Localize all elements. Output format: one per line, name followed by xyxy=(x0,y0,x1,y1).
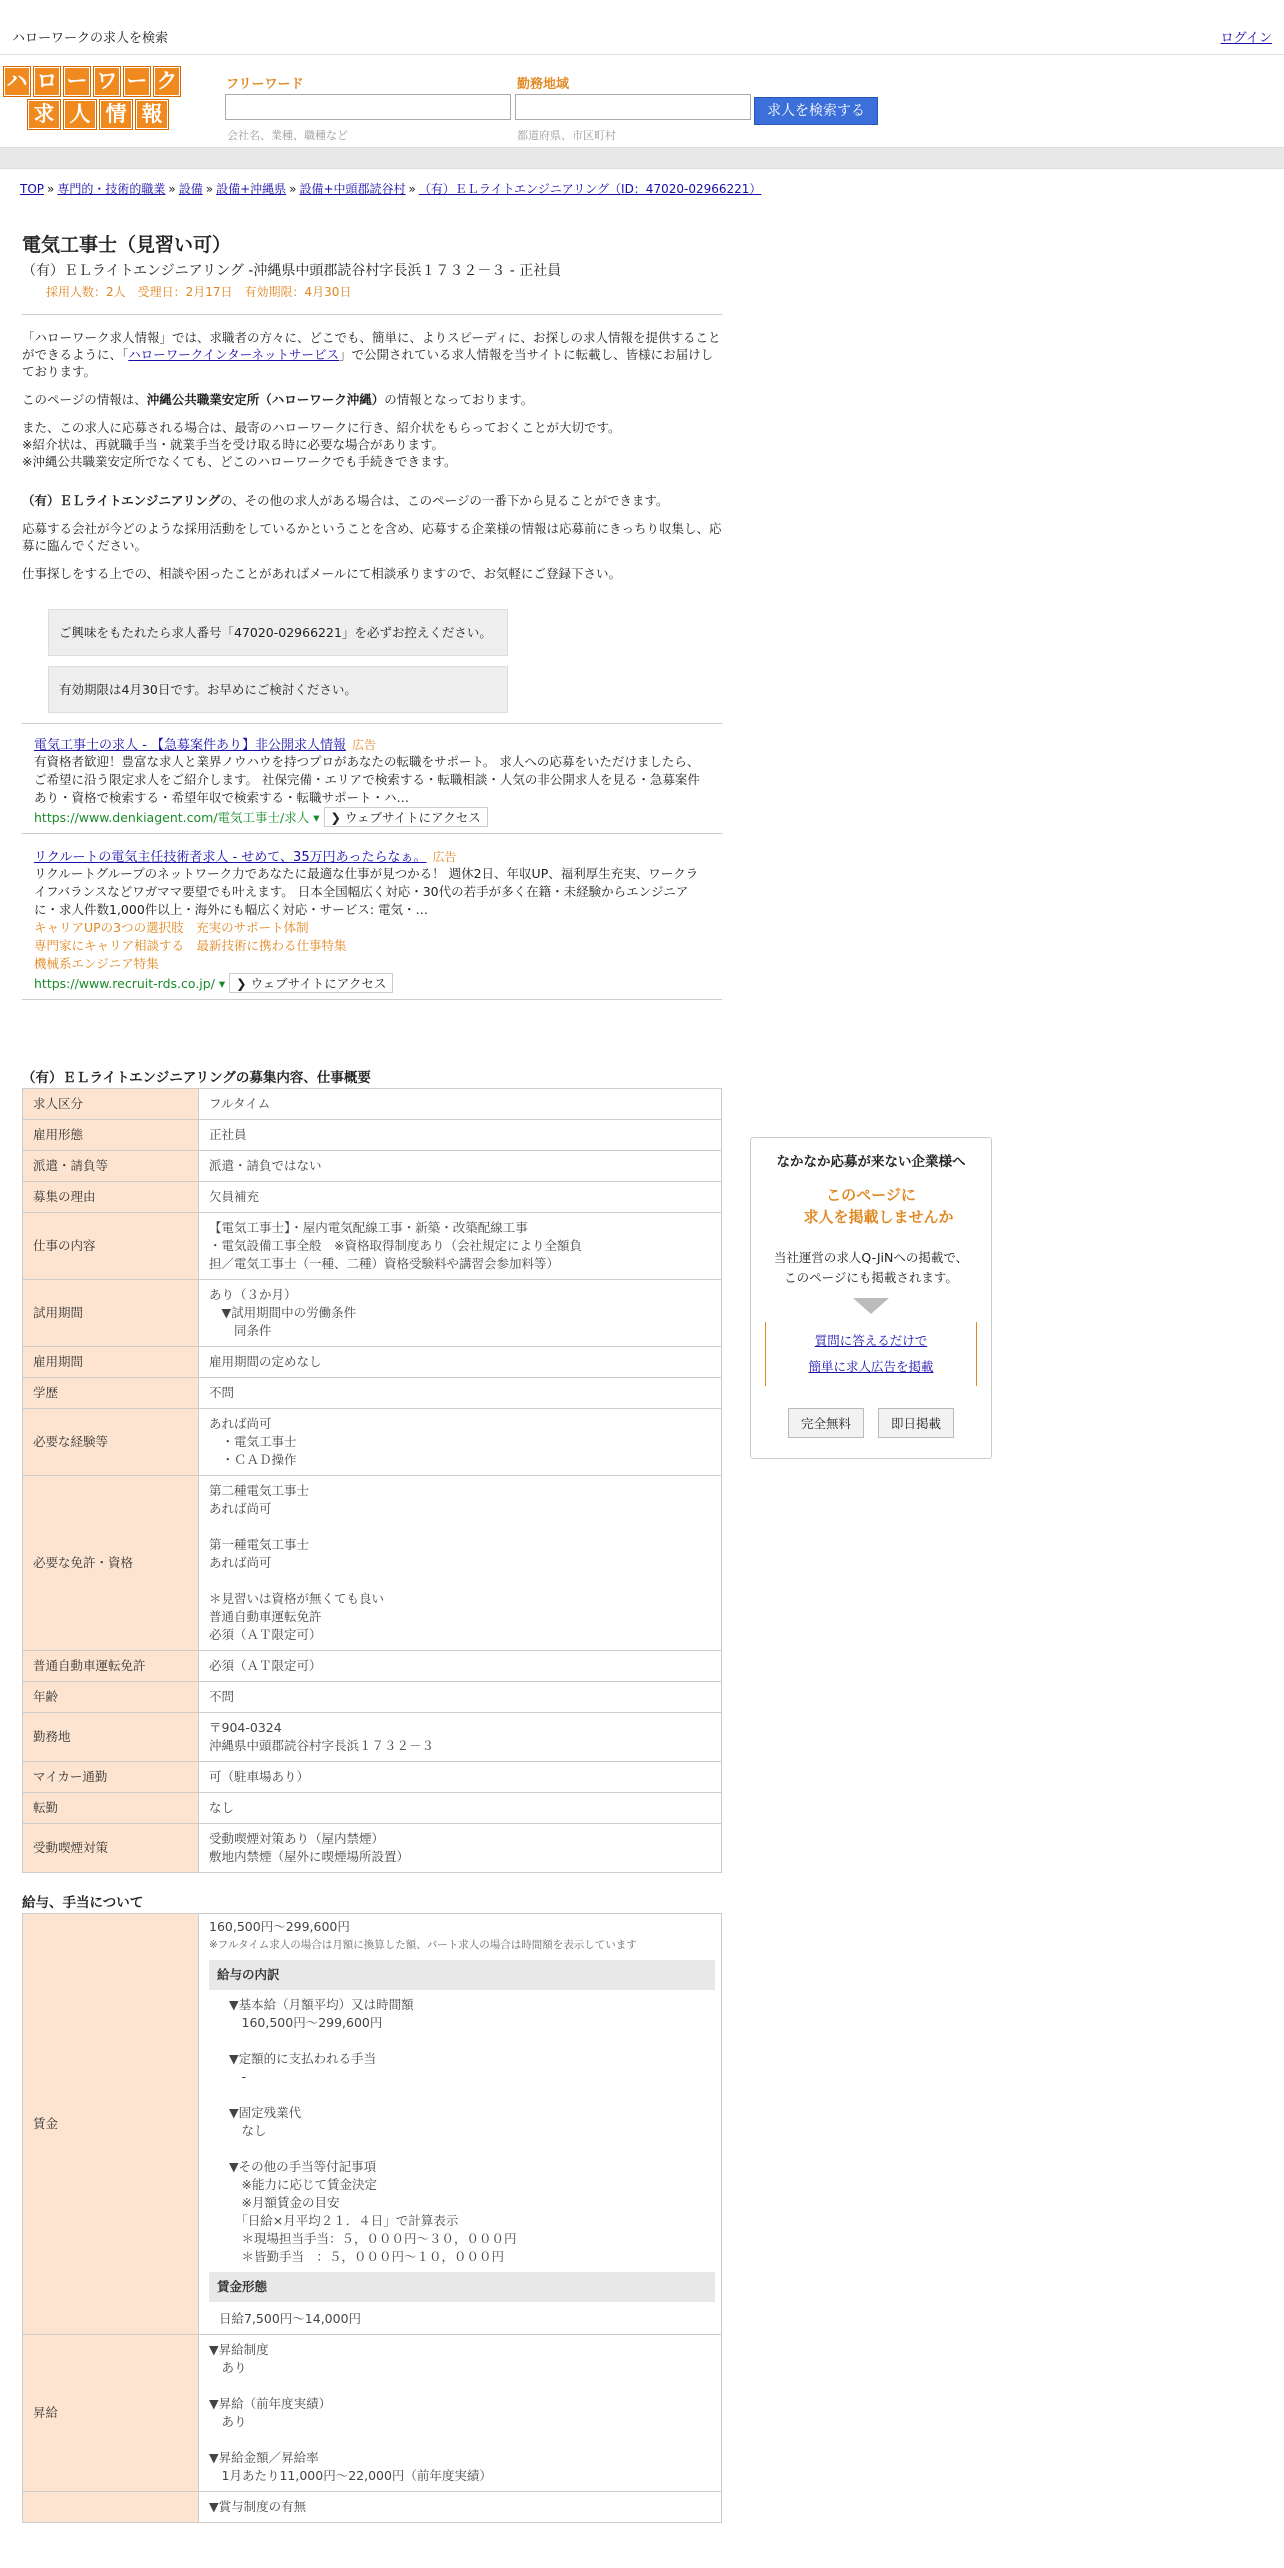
row-value-line: 【電気工事士】・屋内電気配線工事・新築・改築配線工事 xyxy=(209,1220,528,1235)
breakdown-line: 160,500円〜299,600円 xyxy=(229,2015,383,2030)
row-value-line: 担／電気工事士（一種、二種）資格受験料や講習会参加料等） xyxy=(209,1256,560,1271)
table-row xyxy=(23,1409,722,1476)
wage-form-value: 日給7,500円〜14,000円 xyxy=(219,2311,362,2326)
row-value-line xyxy=(209,1518,711,1536)
job-meta: 採用人数：2人 受理日：2月17日 有効期限：4月30日 xyxy=(46,285,352,299)
job-subtitle: （有）ＥＬライトエンジニアリング -沖縄県中頭郡読谷村字長浜１７３２－３ - 正社員 xyxy=(22,263,562,279)
question-link[interactable]: 質問に答えるだけで xyxy=(814,1333,928,1348)
logo-char: ク xyxy=(154,67,180,96)
breadcrumb-separator: » xyxy=(408,182,416,196)
visit-site-button[interactable]: ❯ ウェブサイトにアクセス xyxy=(324,807,488,827)
job-title: 電気工事士（見習い可） xyxy=(22,234,232,256)
row-value-line: 敷地内禁煙（屋外に喫煙場所設置） xyxy=(209,1849,410,1864)
wage-key: 賃金 xyxy=(23,1914,199,2335)
breakdown-line xyxy=(229,2086,715,2104)
header xyxy=(0,55,1284,147)
logo-char: ー xyxy=(124,67,150,96)
consult-paragraph: 仕事探しをする上での、相談や困ったことがあればメールにて相談承りますので、お気軽にご登録下さい。 xyxy=(22,566,622,581)
arrow-down-icon xyxy=(853,1298,889,1314)
row-value xyxy=(199,1120,722,1151)
ad-sitelink[interactable]: 機械系エンジニア特集 xyxy=(34,956,159,971)
divider xyxy=(22,723,722,724)
row-value xyxy=(199,1089,722,1120)
breakdown-line: ▼固定残業代 xyxy=(229,2105,302,2120)
row-value-line: ▼試用期間中の労働条件 xyxy=(209,1305,357,1320)
table-row xyxy=(23,1280,722,1347)
table-row xyxy=(23,1089,722,1120)
sponsored-ad xyxy=(22,840,722,1000)
hellowork-logo[interactable] xyxy=(4,67,180,133)
apply-paragraph: また、この求人に応募される場合は、最寄のハローワークに行き、紹介状をもらっておくことが大切です。 ※紹介状は、再就職手当・就業手当を受け取る時に必要な場合があります。 ※沖縄公共職業安定所でなくても、どこのハローワークでも手続きできます。 xyxy=(22,420,621,469)
job-number-note: ご興味をもたれたら求人番号「47020-02966221」を必ずお控えください。 xyxy=(48,609,508,656)
ad-body: 有資格者歓迎！豊富な求人と業界ノウハウを持つプロがあなたの転職をサポート。 求人への応募をいただけましたら、ご希望に沿う限定求人をご紹介します。 社保完備・エリアで検索する・転職相談・人気の非公開求人を見る・急募案件あり・資格で検索する・希望年収で検索する・転職サポート・ハ… xyxy=(34,754,700,805)
table-row xyxy=(23,1824,722,1873)
row-key: 勤務地 xyxy=(23,1713,199,1762)
ad-label: 広告 xyxy=(432,850,457,864)
table-row xyxy=(23,2335,722,2492)
salary-table xyxy=(22,1913,722,2523)
table-row xyxy=(23,1151,722,1182)
freeword-hint: 会社名、業種、職種など xyxy=(227,129,348,142)
breakdown-line: ▼その他の手当等付記事項 xyxy=(229,2159,377,2174)
row-value xyxy=(199,1409,722,1476)
breakdown-line: なし xyxy=(229,2123,267,2138)
wage-form-heading: 賃金形態 xyxy=(209,2272,715,2302)
source-paragraph: このページの情報は、沖縄公共職業安定所（ハローワーク沖縄）の情報となっております。 xyxy=(22,392,534,407)
table-row xyxy=(23,1120,722,1151)
freeword-input[interactable] xyxy=(225,94,511,120)
row-value-line: あれば尚可 xyxy=(209,1555,272,1570)
row-value-line: あれば尚可 xyxy=(209,1416,272,1431)
row-value-line: 可（駐車場あり） xyxy=(209,1769,310,1784)
raise-line: あり xyxy=(209,2360,247,2375)
breadcrumb-separator: » xyxy=(47,182,55,196)
sidebar-buttons xyxy=(751,1408,991,1438)
row-value-line: 沖縄県中頭郡読谷村字長浜１７３２－３ xyxy=(209,1738,435,1753)
top-bar xyxy=(0,0,1284,55)
row-value-line: 受動喫煙対策あり（屋内禁煙） xyxy=(209,1831,385,1846)
area-hint: 都道府県、市区町村 xyxy=(517,129,616,142)
intro-paragraph: 「ハローワーク求人情報」では、求職者の方々に、どこでも、簡単に、よりスピーディに、お探しの求人情報を提供することができるように、「ハローワークインターネットサービス」で公開されている求人情報を当サイトに転載し、皆様にお届けしております。 xyxy=(22,330,721,379)
row-value xyxy=(199,1651,722,1682)
hellowork-internet-link[interactable]: ハローワークインターネットサービス xyxy=(128,347,340,362)
same-day-button[interactable]: 即日掲載 xyxy=(878,1408,954,1438)
row-value-line: 第二種電気工事士 xyxy=(209,1483,310,1498)
row-key: マイカー通勤 xyxy=(23,1762,199,1793)
bonus-key xyxy=(23,2492,199,2523)
divider xyxy=(22,314,722,315)
breakdown-line: ※月額賃金の目安 xyxy=(229,2195,340,2210)
breadcrumb-link[interactable]: 設備+沖縄県 xyxy=(216,182,287,196)
table-row xyxy=(23,1914,722,2335)
breakdown-line xyxy=(229,2140,715,2158)
row-key: 普通自動車運転免許 xyxy=(23,1651,199,1682)
table-row xyxy=(23,2492,722,2523)
ad-body: リクルートグループのネットワーク力であなたに最適な仕事が見つかる！ 週休2日、年収UP、福利厚生充実、ワークライフバランスなどワガママ要望でも叶えます。 日本全国幅広く対応・30代の若手が多く在籍・未経験からエンジニアに・求人件数1,000件以上・海外にも幅広く対応・サービス: 電気・… xyxy=(34,866,699,917)
breakdown-line: - xyxy=(229,2069,247,2084)
expiry-note: 有効期限は4月30日です。お早めにご検討ください。 xyxy=(48,666,508,713)
wage-value: 160,500円〜299,600円 ※フルタイム求人の場合は月額に換算した額、パート求人の場合は時間額を表示しています 給与の内訳 ▼基本給（月額平均）又は時間額 160,500円〜299,600円 ▼定額的に支払われる手当 - ▼固定残業代 なし ▼その他の手当等付記事項 ※能力に応じて賃金決定 ※月額賃金の目安 「日給×月平均２１．４日」で計算表示 ＊現場担当手当：５，０００円～３０，０００円 ＊皆勤手当 ：５，０００円～１０，０００円 賃金形態 日給7,500円〜14,000円 xyxy=(199,1914,722,2335)
row-key: 雇用期間 xyxy=(23,1347,199,1378)
row-value-line: あり（３か月） xyxy=(209,1287,297,1302)
other-jobs-paragraph: （有）ＥＬライトエンジニアリングの、その他の求人がある場合は、このページの一番下から見ることができます。 xyxy=(22,493,669,508)
row-value-line: 派遣・請負ではない xyxy=(209,1158,322,1173)
row-key: 学歴 xyxy=(23,1378,199,1409)
row-value xyxy=(199,1762,722,1793)
row-value-line: ・ＣＡＤ操作 xyxy=(209,1452,297,1467)
breadcrumb-separator: » xyxy=(168,182,176,196)
table-row xyxy=(23,1793,722,1824)
table-row xyxy=(23,1713,722,1762)
overview-heading: （有）ＥＬライトエンジニアリングの募集内容、仕事概要 xyxy=(22,1070,371,1086)
row-value-line xyxy=(209,1572,711,1590)
breadcrumb-link[interactable]: 設備+中頭郡読谷村 xyxy=(299,182,406,196)
row-value-line: 正社員 xyxy=(209,1127,247,1142)
row-value-line: 同条件 xyxy=(209,1323,272,1338)
row-value xyxy=(199,1713,722,1762)
bonus-value: ▼賞与制度の有無 xyxy=(199,2492,722,2523)
ad-url[interactable]: https://www.recruit-rds.co.jp/ ▾ xyxy=(34,976,226,991)
logo-char: ハ xyxy=(4,67,30,96)
visit-site-button[interactable]: ❯ ウェブサイトにアクセス xyxy=(229,973,393,993)
post-ad-link[interactable]: 簡単に求人広告を掲載 xyxy=(808,1359,934,1374)
ad-title-link[interactable]: 電気工事士の求人 - 【急募案件あり】非公開求人情報 xyxy=(34,738,346,753)
sidebar-links xyxy=(765,1322,977,1386)
row-value-line: 第一種電気工事士 xyxy=(209,1537,310,1552)
employer-sidebar xyxy=(750,1137,992,1459)
sidebar-title: なかなか応募が来ない企業様へ xyxy=(776,1154,966,1170)
row-key: 仕事の内容 xyxy=(23,1213,199,1280)
row-key: 派遣・請負等 xyxy=(23,1151,199,1182)
raise-line: あり xyxy=(209,2414,247,2429)
row-key: 募集の理由 xyxy=(23,1182,199,1213)
overview-table xyxy=(22,1088,722,1873)
row-value xyxy=(199,1347,722,1378)
ad-label: 広告 xyxy=(351,738,376,752)
table-row xyxy=(23,1682,722,1713)
row-value xyxy=(199,1682,722,1713)
row-value xyxy=(199,1476,722,1651)
breadcrumb-link[interactable]: 専門的・技術的職業 xyxy=(57,182,166,196)
row-value xyxy=(199,1378,722,1409)
table-row xyxy=(23,1213,722,1280)
table-row xyxy=(23,1762,722,1793)
breakdown-line: ＊現場担当手当：５，０００円～３０，０００円 xyxy=(229,2231,517,2246)
divider-bar xyxy=(0,147,1284,169)
sponsored-ad xyxy=(22,728,722,834)
raise-key: 昇給 xyxy=(23,2335,199,2492)
ad-sitelink[interactable]: キャリアUPの3つの選択肢 充実のサポート体制 xyxy=(34,920,309,935)
raise-line: 1月あたり11,000円〜22,000円（前年度実績） xyxy=(209,2468,492,2483)
row-value xyxy=(199,1213,722,1280)
row-key: 受動喫煙対策 xyxy=(23,1824,199,1873)
table-row xyxy=(23,1182,722,1213)
ad-sitelink[interactable]: 専門家にキャリア相談する 最新技術に携わる仕事特集 xyxy=(34,938,347,953)
row-value xyxy=(199,1182,722,1213)
row-value-line: 〒904-0324 xyxy=(209,1720,282,1735)
logo-char: 人 xyxy=(64,100,96,129)
sidebar-text: 当社運営の求人Q-JiNへの掲載で、 このページにも掲載されます。 xyxy=(773,1250,969,1285)
ad-footer xyxy=(34,973,710,993)
row-key: 年齢 xyxy=(23,1682,199,1713)
login-link[interactable]: ログイン xyxy=(1220,31,1272,46)
logo-char: 報 xyxy=(136,100,168,129)
logo-char: 情 xyxy=(100,100,132,129)
raise-line xyxy=(209,2377,711,2395)
row-value-line: 必須（ＡＴ限定可） xyxy=(209,1658,322,1673)
row-value-line: 欠員補充 xyxy=(209,1189,260,1204)
breadcrumb-link[interactable]: TOP xyxy=(20,182,45,196)
breakdown-line: 「日給×月平均２１．４日」で計算表示 xyxy=(229,2213,459,2228)
raise-value xyxy=(199,2335,722,2492)
breakdown-line: ※能力に応じて賃金決定 xyxy=(229,2177,377,2192)
ad-footer xyxy=(34,807,710,827)
row-key: 必要な経験等 xyxy=(23,1409,199,1476)
site-title: ハローワークの求人を検索 xyxy=(12,31,169,46)
row-value-line: 不問 xyxy=(209,1689,235,1704)
row-value-line: ＊見習いは資格が無くても良い xyxy=(209,1591,385,1606)
table-row xyxy=(23,1651,722,1682)
row-value xyxy=(199,1151,722,1182)
ad-header xyxy=(34,734,710,753)
row-key: 必要な免許・資格 xyxy=(23,1476,199,1651)
area-label: 勤務地域 xyxy=(517,77,570,92)
breakdown-line: ▼定額的に支払われる手当 xyxy=(229,2051,377,2066)
breadcrumb xyxy=(20,180,761,197)
breakdown-heading: 給与の内訳 xyxy=(209,1960,715,1990)
row-key: 求人区分 xyxy=(23,1089,199,1120)
breakdown-line: ＊皆勤手当 ：５，０００円～１０，０００円 xyxy=(229,2249,505,2264)
row-value-line: 普通自動車運転免許 xyxy=(209,1609,322,1624)
logo-char: ロ xyxy=(34,67,60,96)
breadcrumb-link[interactable]: （有）ＥＬライトエンジニアリング（ID：47020-02966221） xyxy=(418,182,762,196)
logo-char: 求 xyxy=(28,100,60,129)
row-key: 転勤 xyxy=(23,1793,199,1824)
row-value-line: 不問 xyxy=(209,1385,235,1400)
research-paragraph: 応募する会社が今どのような採用活動をしているかということを含め、応募する企業様の情報は応募前にきっちり収集し、応募に臨んでください。 xyxy=(22,521,722,553)
raise-line: ▼昇給（前年度実績） xyxy=(209,2396,332,2411)
raise-line xyxy=(209,2431,711,2449)
row-value-line: なし xyxy=(209,1800,235,1815)
row-value-line: ・電気工事士 xyxy=(209,1434,297,1449)
ad-url[interactable]: https://www.denkiagent.com/電気工事士/求人 ▾ xyxy=(34,810,320,825)
row-value xyxy=(199,1793,722,1824)
search-button[interactable]: 求人を検索する xyxy=(754,97,878,125)
table-row xyxy=(23,1378,722,1409)
freeword-label: フリーワード xyxy=(226,77,304,92)
area-input[interactable] xyxy=(515,94,751,120)
row-value xyxy=(199,1824,722,1873)
main-content xyxy=(22,230,722,2523)
free-button[interactable]: 完全無料 xyxy=(788,1408,864,1438)
breakdown-line xyxy=(229,2032,715,2050)
breadcrumb-separator: » xyxy=(205,182,214,196)
row-key: 試用期間 xyxy=(23,1280,199,1347)
sidebar-headline: このページに 求人を掲載しませんか xyxy=(803,1186,954,1226)
breakdown-list xyxy=(209,1996,715,2266)
row-value-line: 必須（ＡＴ限定可） xyxy=(209,1627,322,1642)
row-value-line: ・電気設備工事全般 ※資格取得制度あり（会社規定により全額負 xyxy=(209,1238,582,1253)
row-value-line: フルタイム xyxy=(209,1096,271,1111)
table-row xyxy=(23,1476,722,1651)
raise-line: ▼昇給制度 xyxy=(209,2342,269,2357)
row-value xyxy=(199,1280,722,1347)
breadcrumb-link[interactable]: 設備 xyxy=(178,182,203,196)
row-value-line: あれば尚可 xyxy=(209,1501,272,1516)
logo-char: ワ xyxy=(94,67,120,96)
table-row xyxy=(23,1347,722,1378)
ad-title-link[interactable]: リクルートの電気主任技術者求人 - せめて、35万円あったらなぁ。 xyxy=(34,850,427,865)
breakdown-line: ▼基本給（月額平均）又は時間額 xyxy=(229,1997,414,2012)
row-key: 雇用形態 xyxy=(23,1120,199,1151)
raise-line: ▼昇給金額／昇給率 xyxy=(209,2450,319,2465)
breadcrumb-separator: » xyxy=(289,182,297,196)
salary-heading: 給与、手当について xyxy=(22,1895,144,1911)
ad-header xyxy=(34,846,710,865)
row-value-line: 雇用期間の定めなし xyxy=(209,1354,322,1369)
logo-char: ー xyxy=(64,67,90,96)
